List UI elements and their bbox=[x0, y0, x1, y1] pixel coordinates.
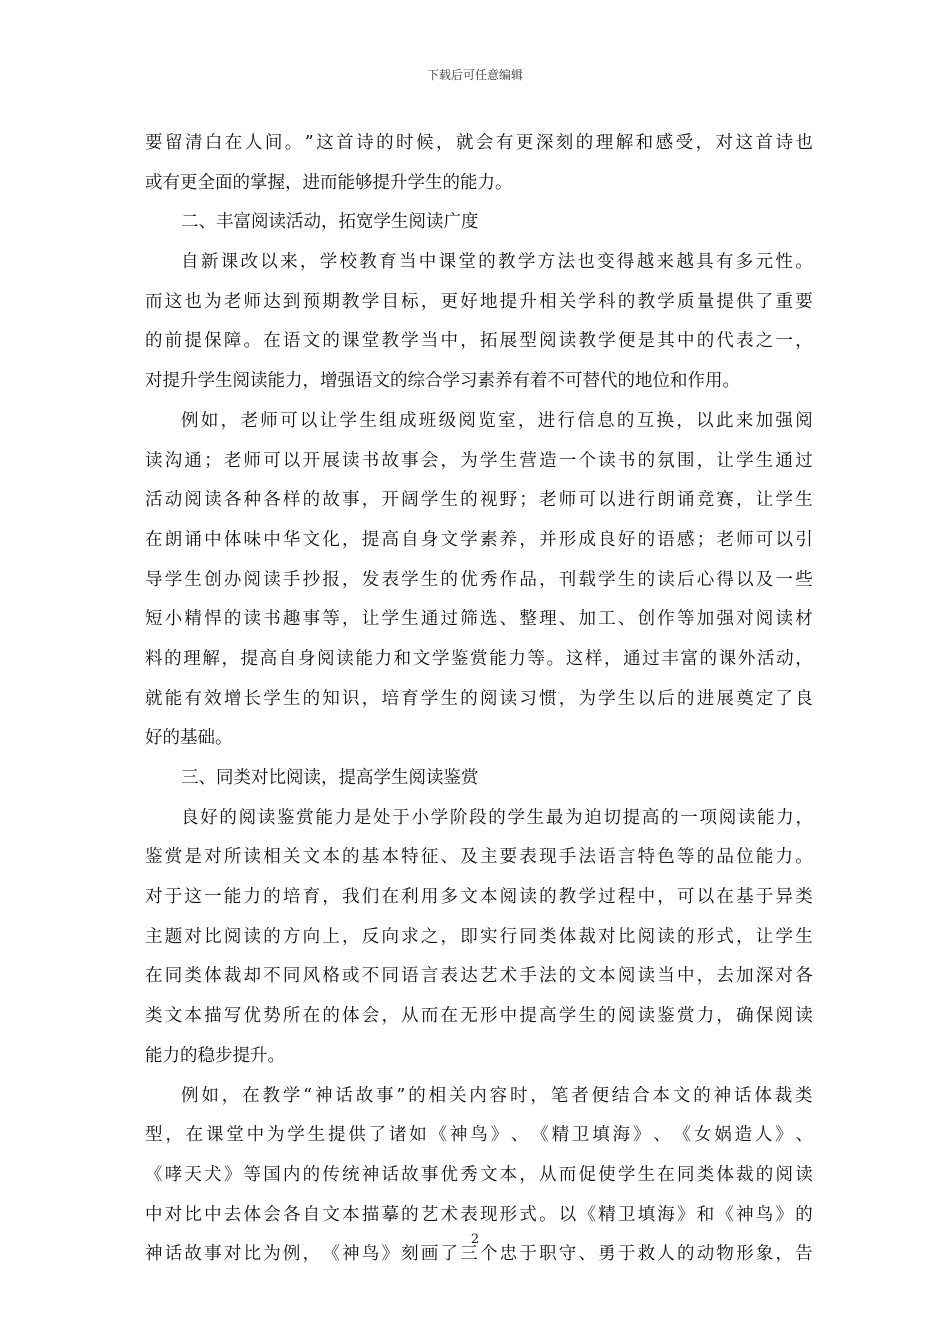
text-line: 中 对 比 中 去 体 会 各 自 文 本 描 摹 的 艺 术 表 现 形 式 。 以 《 精 卫 填 海 》 和 《 神 鸟 》 的 bbox=[145, 1204, 813, 1225]
text-line: 主 题 对 比 阅 读 的 方 向 上 ， 反 向 求 之 ， 即 实 行 同 类 体 裁 对 比 阅 读 的 形 式 ， 让 学 生 bbox=[145, 926, 813, 947]
text-line: 料 的 理 解 ， 提 高 自 身 阅 读 能 力 和 文 学 鉴 赏 能 力 等 。 这 样 ， 通 过 丰 富 的 课 外 活 动 ， bbox=[145, 648, 813, 669]
text-line: 型 ， 在 课 堂 中 为 学 生 提 供 了 诸 如 《 神 鸟 》 、 《 精 卫 填 海 》 、 《 女 娲 造 人 》 、 bbox=[145, 1125, 813, 1146]
page-number: 2 bbox=[470, 1232, 480, 1247]
text-line: 自 新 课 改 以 来 ， 学 校 教 育 当 中 课 堂 的 教 学 方 法 也 变 得 越 来 越 具 有 多 元 性 。 bbox=[181, 252, 813, 273]
text-line: 类 文 本 描 写 优 势 所 在 的 体 会 ， 从 而 在 无 形 中 提 高 学 生 的 阅 读 鉴 赏 力 ， 确 保 阅 读 bbox=[145, 1006, 813, 1027]
text-line: 鉴 赏 是 对 所 读 相 关 文 本 的 基 本 特 征 、 及 主 要 表 现 手 法 语 言 特 色 等 的 品 位 能 力 。 bbox=[145, 847, 813, 868]
text-line: 神 话 故 事 对 比 为 例 ， 《 神 鸟 》 刻 画 了 三 个 忠 于 职 守 、 勇 于 救 人 的 动 物 形 象 ， 告 bbox=[145, 1244, 813, 1265]
text-line: 对 于 这 一 能 力 的 培 育 ， 我 们 在 利 用 多 文 本 阅 读 的 教 学 过 程 中 ， 可 以 在 基 于 异 类 bbox=[145, 887, 813, 908]
text-line: 好的基础。 bbox=[145, 728, 233, 749]
text-line: 三、同类对比阅读，提高学生阅读鉴赏 bbox=[181, 768, 479, 788]
text-line: 对提升学生阅读能力，增强语文的综合学习素养有着不可替代的地位和作用。 bbox=[145, 371, 740, 392]
text-line: 读 沟 通 ； 老 师 可 以 开 展 读 书 故 事 会 ， 为 学 生 营 造 一 个 读 书 的 氛 围 ， 让 学 生 通 过 bbox=[145, 450, 813, 471]
document-body bbox=[145, 124, 813, 1275]
text-line: 活 动 阅 读 各 种 各 样 的 故 事 ， 开 阔 学 生 的 视 野 ； 老 师 可 以 进 行 朗 诵 竞 赛 ， 让 学 生 bbox=[145, 490, 813, 511]
text-line: 的 前 提 保 障 。 在 语 文 的 课 堂 教 学 当 中 ， 拓 展 型 阅 读 教 学 便 是 其 中 的 代 表 之 一 ， bbox=[145, 331, 813, 352]
text-line: 良 好 的 阅 读 鉴 赏 能 力 是 处 于 小 学 阶 段 的 学 生 最 为 迫 切 提 高 的 一 项 阅 读 能 力 ， bbox=[181, 807, 813, 828]
text-line: 或有更全面的掌握，进而能够提升学生的能力。 bbox=[145, 172, 513, 193]
text-line: 能力的稳步提升。 bbox=[145, 1045, 285, 1066]
text-line: 在 同 类 体 裁 却 不 同 风 格 或 不 同 语 言 表 达 艺 术 手 法 的 文 本 阅 读 当 中 ， 去 加 深 对 各 bbox=[145, 966, 813, 987]
text-line: 就 能 有 效 增 长 学 生 的 知 识 ， 培 育 学 生 的 阅 读 习 惯 ， 为 学 生 以 后 的 进 展 奠 定 了 良 bbox=[145, 688, 813, 709]
page-header: 下载后可任意编辑 bbox=[426, 68, 523, 82]
text-line: 而 这 也 为 老 师 达 到 预 期 教 学 目 标 ， 更 好 地 提 升 相 关 学 科 的 教 学 质 量 提 供 了 重 要 bbox=[145, 291, 813, 312]
text-line: 二、丰富阅读活动，拓宽学生阅读广度 bbox=[181, 212, 479, 233]
text-line: 要 留 清 白 在 人 间 。 ” 这 首 诗 的 时 候 ， 就 会 有 更 深 刻 的 理 解 和 感 受 ， 对 这 首 诗 也 bbox=[145, 133, 813, 153]
text-line: 例 如 ， 在 教 学 “ 神 话 故 事 ” 的 相 关 内 容 时 ， 笔 者 便 结 合 本 文 的 神 话 体 裁 类 bbox=[181, 1085, 813, 1106]
text-line: 例 如 ， 老 师 可 以 让 学 生 组 成 班 级 阅 览 室 ， 进 行 信 息 的 互 换 ， 以 此 来 加 强 阅 bbox=[181, 410, 813, 431]
text-line: 《 哮 天 犬 》 等 国 内 的 传 统 神 话 故 事 优 秀 文 本 ， 从 而 促 使 学 生 在 同 类 体 裁 的 阅 读 bbox=[145, 1164, 813, 1185]
text-line: 导 学 生 创 办 阅 读 手 抄 报 ， 发 表 学 生 的 优 秀 作 品 ， 刊 载 学 生 的 读 后 心 得 以 及 一 些 bbox=[145, 569, 813, 590]
text-line: 在 朗 诵 中 体 味 中 华 文 化 ， 提 高 自 身 文 学 素 养 ， 并 形 成 良 好 的 语 感 ； 老 师 可 以 引 bbox=[145, 529, 813, 550]
text-line: 短 小 精 悍 的 读 书 趣 事 等 ， 让 学 生 通 过 筛 选 、 整 理 、 加 工 、 创 作 等 加 强 对 阅 读 材 bbox=[145, 609, 813, 630]
